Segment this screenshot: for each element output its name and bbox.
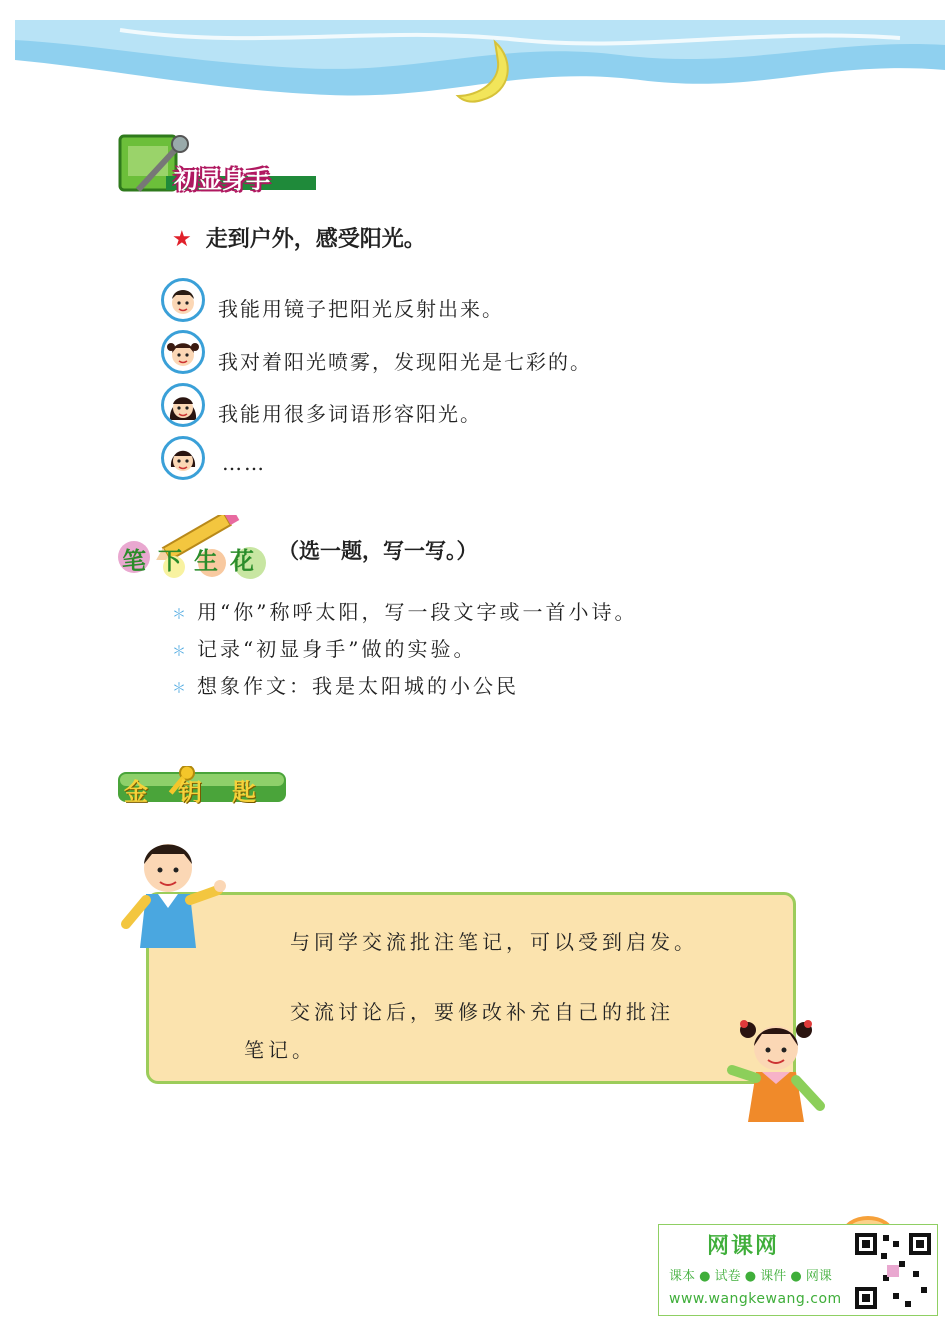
badge-bixia-shenghua <box>116 515 276 583</box>
watermark-subtitle: 课本 ● 试卷 ● 课件 ● 网课 <box>669 1269 832 1284</box>
bullet-icon: ＊ <box>172 643 189 660</box>
qr-code-icon <box>853 1231 933 1311</box>
writing-option-2: ＊ 记录“初显身手”做的实验。 <box>172 637 477 661</box>
badge-label: 金钥匙 <box>124 778 286 806</box>
idea-text-2: 我对着阳光喷雾，发现阳光是七彩的。 <box>218 350 592 374</box>
badge-label: 笔下生花 <box>122 547 266 575</box>
task-text: 走到户外，感受阳光。 <box>205 227 426 252</box>
badge-jin-yaoshi <box>118 766 288 804</box>
tip-line-2a: 交流讨论后，要修改补充自己的批注 <box>290 1000 674 1024</box>
idea-text-1: 我能用镜子把阳光反射出来。 <box>218 297 504 321</box>
girl-character-illustration <box>716 1010 834 1128</box>
girl-pigtails-avatar-icon <box>161 330 205 374</box>
writing-option-3: ＊ 想象作文：我是太阳城的小公民 <box>172 674 519 698</box>
badge-chuxian-shenshou <box>116 130 321 196</box>
badge-label: 初显身手 <box>174 166 270 194</box>
girl-bob-avatar-icon <box>161 436 205 480</box>
bullet-icon: ＊ <box>172 680 189 697</box>
star-icon: ★ <box>172 227 192 252</box>
watermark-url[interactable]: www.wangkewang.com <box>669 1291 842 1307</box>
sky-banner <box>0 0 945 140</box>
task-line <box>172 222 426 253</box>
watermark-box <box>658 1224 938 1316</box>
tip-line-2b: 笔记。 <box>244 1038 316 1062</box>
bullet-icon: ＊ <box>172 606 189 623</box>
idea-text-3: 我能用很多词语形容阳光。 <box>218 402 482 426</box>
boy-avatar-icon <box>161 278 205 322</box>
writing-option-1: ＊ 用“你”称呼太阳，写一段文字或一首小诗。 <box>172 600 638 624</box>
writing-instruction: （选一题，写一写。） <box>278 539 478 563</box>
watermark-title: 网课网 <box>707 1234 780 1259</box>
boy-character-illustration <box>118 828 228 958</box>
tip-line-1: 与同学交流批注笔记，可以受到启发。 <box>290 930 698 954</box>
idea-text-4: …… <box>222 451 266 475</box>
girl-longhair-avatar-icon <box>161 383 205 427</box>
